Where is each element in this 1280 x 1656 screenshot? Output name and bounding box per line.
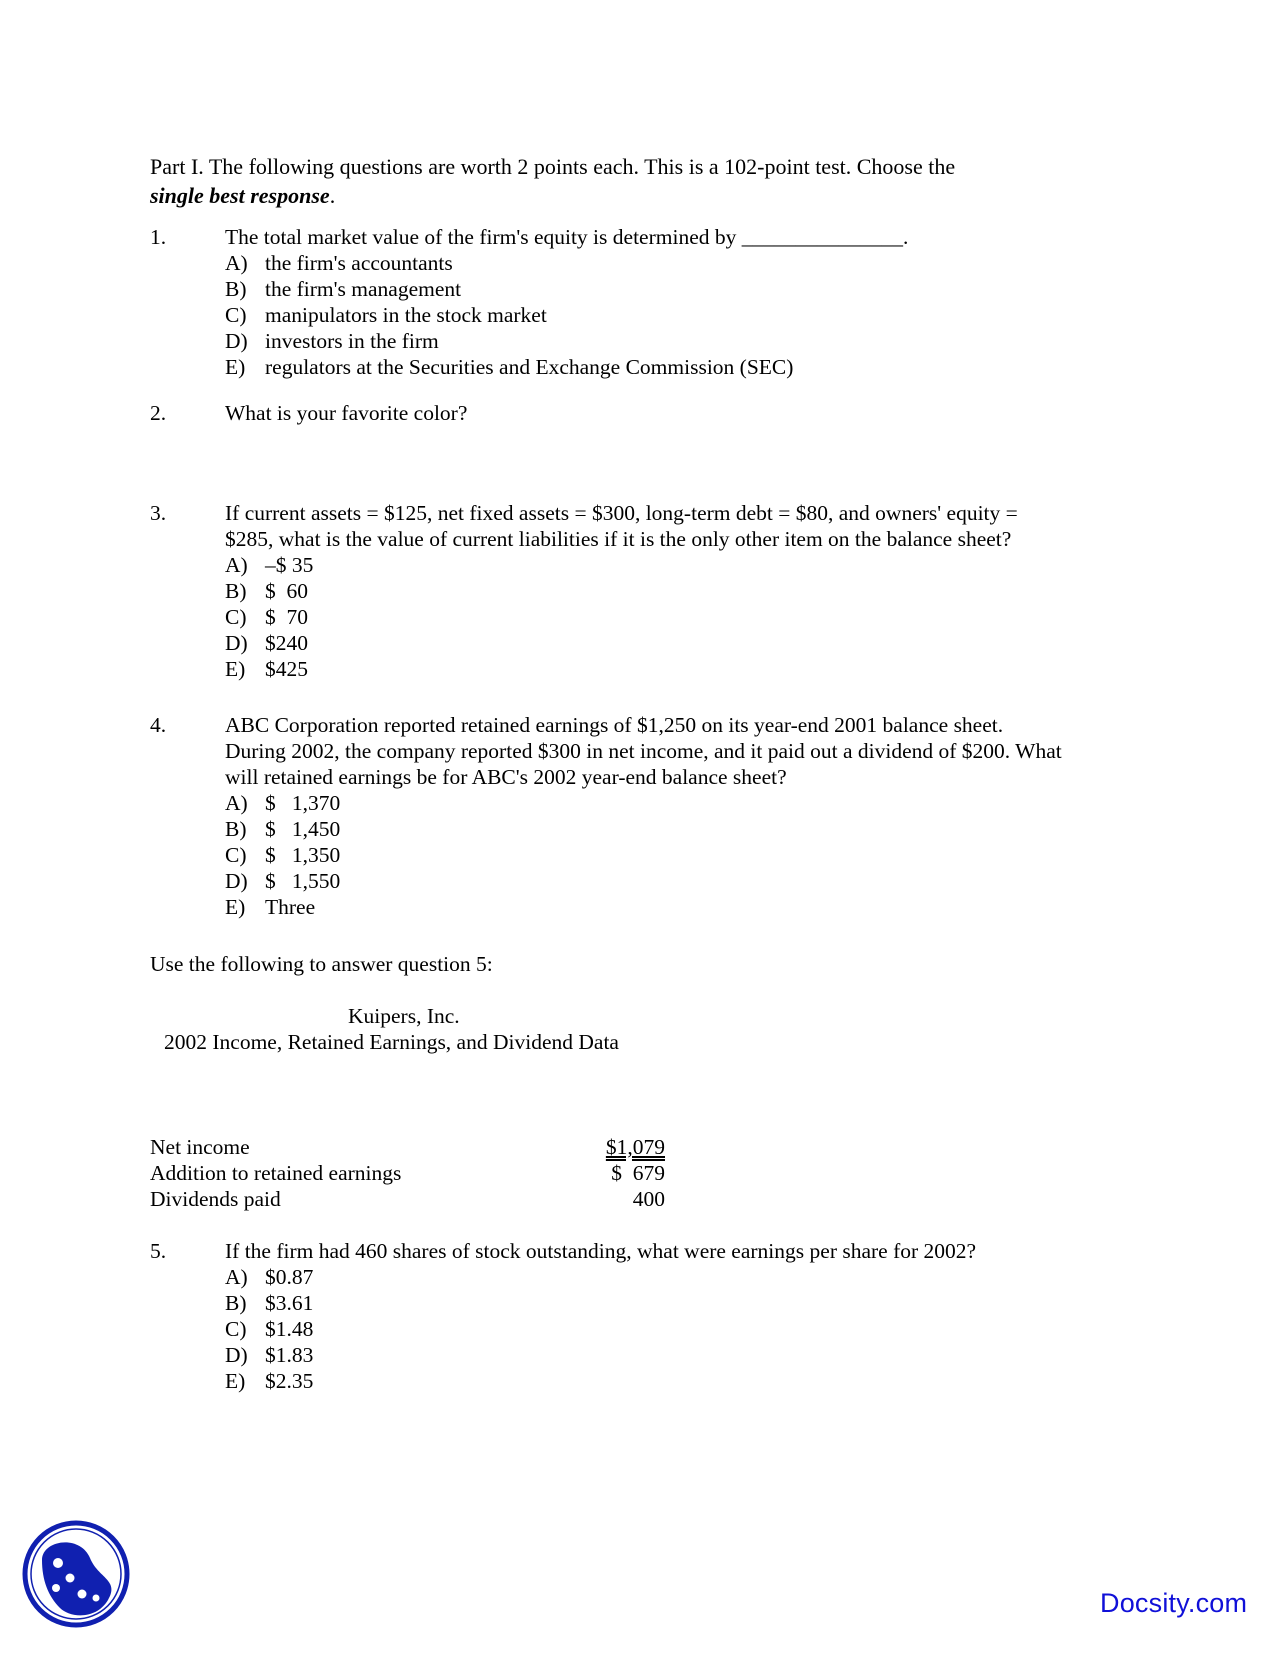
option-text: $ 1,370 — [265, 791, 341, 815]
option-text: $3.61 — [265, 1291, 314, 1315]
option-letter: B) — [225, 277, 247, 301]
option-text: Three — [265, 895, 316, 919]
row-label: Addition to retained earnings — [150, 1161, 402, 1185]
option-b — [225, 816, 1145, 842]
option-text: $240 — [265, 631, 308, 655]
option-a — [225, 552, 1145, 578]
option-letter: C) — [225, 303, 247, 327]
data-row-net-income — [150, 1134, 665, 1160]
option-letter: E) — [225, 1369, 246, 1393]
option-text: $ 1,450 — [265, 817, 341, 841]
question-text-line: will retained earnings be for ABC's 2002 year-end balance sheet? — [225, 765, 787, 789]
option-text: $2.35 — [265, 1369, 314, 1393]
option-text: $ 60 — [265, 579, 308, 603]
option-letter: C) — [225, 1317, 247, 1341]
option-letter: E) — [225, 895, 246, 919]
option-e — [225, 354, 1145, 380]
question-text-line: $285, what is the value of current liabilities if it is the only other item on the balance sheet? — [225, 527, 1012, 551]
data-row-retained-earnings — [150, 1160, 665, 1186]
question-number: 2. — [150, 401, 167, 425]
option-text: the firm's management — [265, 277, 462, 301]
option-text: $1.48 — [265, 1317, 314, 1341]
option-text: investors in the firm — [265, 329, 439, 353]
option-letter: D) — [225, 329, 248, 353]
option-b — [225, 276, 1145, 302]
option-c — [225, 302, 1145, 328]
option-letter: D) — [225, 869, 248, 893]
question-number: 3. — [150, 501, 167, 525]
question-5-intro: Use the following to answer question 5: — [150, 952, 493, 976]
row-label: Net income — [150, 1135, 250, 1159]
question-text-line: ABC Corporation reported retained earnings of $1,250 on its year-end 2001 balance sheet. — [225, 713, 1004, 737]
option-d — [225, 328, 1145, 354]
question-text: The total market value of the firm's equity is determined by _______________. — [225, 225, 909, 249]
option-letter: C) — [225, 605, 247, 629]
option-b — [225, 578, 1145, 604]
question-number: 5. — [150, 1239, 167, 1263]
row-value: $ 679 — [611, 1161, 665, 1185]
option-e — [225, 656, 1145, 682]
option-letter: A) — [225, 1265, 248, 1289]
question-number: 4. — [150, 713, 167, 737]
question-text: If the firm had 460 shares of stock outstanding, what were earnings per share for 2002? — [225, 1239, 977, 1263]
table-subtitle: 2002 Income, Retained Earnings, and Dividend Data — [164, 1030, 619, 1054]
instructions-emphasis: single best response — [150, 183, 330, 208]
option-letter: D) — [225, 631, 248, 655]
row-value: 400 — [632, 1187, 665, 1211]
table-title: Kuipers, Inc. — [348, 1004, 460, 1028]
option-e — [225, 894, 1145, 920]
question-text-line: If current assets = $125, net fixed assets = $300, long-term debt = $80, and owners' equity = — [225, 501, 1018, 525]
data-row-dividends — [150, 1186, 665, 1212]
option-letter: B) — [225, 579, 247, 603]
option-letter: D) — [225, 1343, 248, 1367]
option-letter: B) — [225, 1291, 247, 1315]
option-e — [225, 1368, 1145, 1394]
option-letter: C) — [225, 843, 247, 867]
option-letter: A) — [225, 791, 248, 815]
option-c — [225, 604, 1145, 630]
option-text: manipulators in the stock market — [265, 303, 547, 327]
option-text: regulators at the Securities and Exchange Commission (SEC) — [265, 355, 794, 379]
option-letter: A) — [225, 553, 248, 577]
question-text-line: During 2002, the company reported $300 in net income, and it paid out a dividend of $200. What — [225, 739, 1062, 763]
option-text: –$ 35 — [265, 553, 314, 577]
option-text: $0.87 — [265, 1265, 314, 1289]
question-text: What is your favorite color? — [225, 401, 468, 425]
option-a — [225, 250, 1145, 276]
option-letter: A) — [225, 251, 248, 275]
test-instructions — [150, 152, 1150, 210]
option-letter: E) — [225, 657, 246, 681]
option-text: $ 70 — [265, 605, 308, 629]
instructions-end: . — [329, 183, 336, 208]
instructions-text: Part I. The following questions are worth 2 points each. This is a 102-point test. Choose the — [150, 154, 956, 179]
option-d — [225, 1342, 1145, 1368]
docsity-brand-link[interactable]: Docsity.com — [1100, 1588, 1248, 1618]
option-c — [225, 842, 1145, 868]
option-a — [225, 1264, 1145, 1290]
row-value: $1,079 — [605, 1135, 665, 1159]
option-text: $1.83 — [265, 1343, 314, 1367]
option-text: the firm's accountants — [265, 251, 453, 275]
option-text: $ 1,350 — [265, 843, 341, 867]
option-c — [225, 1316, 1145, 1342]
option-b — [225, 1290, 1145, 1316]
option-letter: B) — [225, 817, 247, 841]
option-d — [225, 630, 1145, 656]
docsity-logo-icon[interactable] — [20, 1518, 132, 1630]
row-label: Dividends paid — [150, 1187, 281, 1211]
option-d — [225, 868, 1145, 894]
option-letter: E) — [225, 355, 246, 379]
option-text: $ 1,550 — [265, 869, 341, 893]
option-a — [225, 790, 1145, 816]
option-text: $425 — [265, 657, 308, 681]
question-number: 1. — [150, 225, 167, 249]
